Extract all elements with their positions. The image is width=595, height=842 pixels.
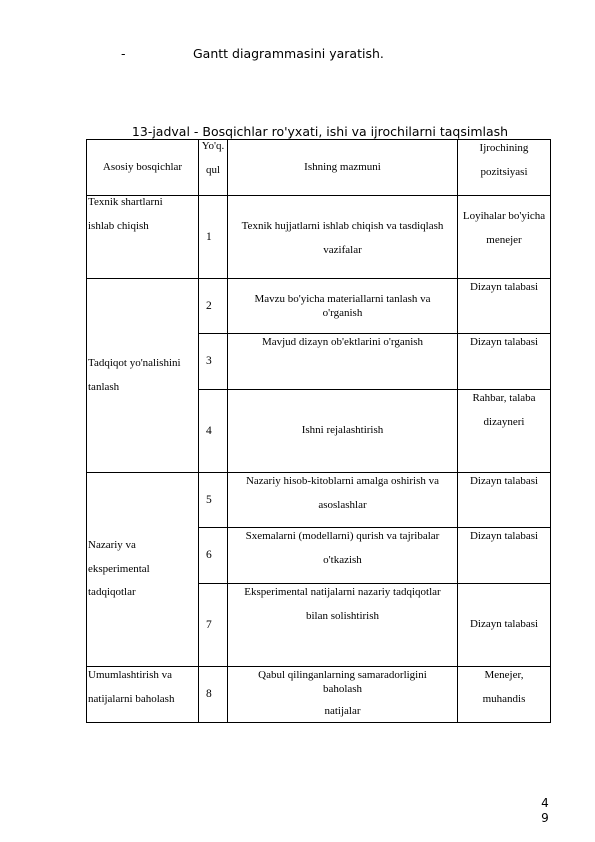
group-3-l3: tadqiqotlar: [88, 586, 136, 599]
row-content-l3: natijalar: [324, 704, 361, 717]
row-exec: [458, 279, 551, 334]
group-4-l2: natijalarni baholash: [88, 692, 175, 705]
bullet-dash: -: [121, 46, 126, 61]
row-content-l1: Mavzu bo'yicha materiallarni tanlash va: [254, 293, 431, 305]
row-content-l1: Texnik hujjatlarni ishlab chiqish va tasdiqlash: [241, 220, 444, 232]
row-content-l2: bilan solishtirish: [305, 609, 380, 622]
row-exec-l1: Dizayn talabasi: [469, 475, 539, 487]
row-exec: [458, 528, 551, 584]
group-2-l2: tanlash: [88, 380, 120, 393]
header-content: [228, 140, 458, 196]
row-exec: [458, 667, 551, 723]
table-caption: 13-jadval - Bosqichlar ro'yxati, ishi va ijrochilarni taqsimlash: [131, 124, 509, 139]
row-exec-l1: Dizayn talabasi: [469, 618, 539, 631]
row-content: [228, 528, 458, 584]
group-4-l1: Umumlashtirish va: [88, 669, 173, 681]
row-content-l1: Mavjud dizayn ob'ektlarini o'rganish: [261, 336, 424, 348]
row-content: [228, 334, 458, 390]
group-cell-2: [87, 279, 199, 473]
row-content-l2: o'tkazish: [323, 553, 362, 566]
group-3-l1: Nazariy va: [88, 538, 136, 551]
row-num: 5: [199, 473, 228, 528]
row-exec-l2: menejer: [486, 233, 522, 246]
header-exec-l2: pozitsiyasi: [480, 165, 528, 178]
page-number-digit-2: 9: [541, 811, 549, 825]
row-content-l2: vazifalar: [323, 243, 362, 256]
header-content-text: Ishning mazmuni: [304, 160, 381, 173]
row-exec: [458, 196, 551, 279]
row-content-l1: Nazariy hisob-kitoblarni amalga oshirish va: [245, 475, 440, 487]
row-content-l1: Ishni rejalashtirish: [301, 424, 384, 437]
header-stage-text: Asosiy bosqichlar: [102, 160, 183, 173]
row-exec-l1: Dizayn talabasi: [469, 530, 539, 542]
table-row: [87, 279, 551, 334]
row-num: 2: [199, 279, 228, 334]
row-exec-l1: Dizayn talabasi: [469, 336, 539, 348]
group-3-l2: eksperimental: [88, 562, 150, 575]
row-exec-l2: dizayneri: [483, 415, 525, 428]
row-content-l2: asoslashlar: [318, 498, 367, 511]
group-cell-1: [87, 196, 199, 279]
row-content: [228, 279, 458, 334]
row-num: 3: [199, 334, 228, 390]
row-num: 7: [199, 584, 228, 667]
row-content: [228, 584, 458, 667]
row-exec-l1: Dizayn talabasi: [469, 281, 539, 293]
group-cell-4: [87, 667, 199, 723]
page-number: [540, 796, 550, 826]
table-header-row: [87, 140, 551, 196]
row-exec-l1: Menejer,: [484, 669, 524, 681]
header-stage: [87, 140, 199, 196]
bullet-text: Gantt diagrammasini yaratish.: [193, 46, 384, 61]
header-exec: [458, 140, 551, 196]
table-row: [87, 667, 551, 723]
group-2-l1: Tadqiqot yo'nalishini: [88, 356, 181, 369]
row-content-l2: baholash: [322, 682, 363, 695]
group-1-l1: Texnik shartlarni: [88, 196, 163, 208]
row-exec-l1: Rahbar, talaba: [472, 392, 536, 404]
group-1-l2: ishlab chiqish: [88, 219, 149, 232]
row-content-l2: o'rganish: [322, 306, 363, 319]
row-exec-l1: Loyihalar bo'yicha: [462, 210, 546, 222]
row-content: [228, 196, 458, 279]
row-num: 4: [199, 390, 228, 473]
header-exec-l1: Ijrochining: [479, 142, 529, 154]
row-exec: [458, 390, 551, 473]
bullet-item: [0, 46, 595, 66]
stages-table: [86, 139, 551, 723]
row-content: [228, 390, 458, 473]
header-num: [199, 140, 228, 196]
row-content: [228, 667, 458, 723]
row-exec: [458, 334, 551, 390]
row-num: 1: [199, 196, 228, 279]
row-num: 6: [199, 528, 228, 584]
group-cell-3: [87, 473, 199, 667]
row-num: 8: [199, 667, 228, 723]
table-row: [87, 473, 551, 528]
row-exec: [458, 584, 551, 667]
row-exec-l2: muhandis: [482, 692, 526, 705]
row-content-l1: Qabul qilinganlarning samaradorligini: [258, 669, 427, 681]
page-number-digit-1: 4: [541, 796, 549, 810]
row-content-l1: Sxemalarni (modellarni) qurish va tajribalar: [245, 530, 440, 542]
header-num-l1: Yo'q.: [201, 140, 225, 152]
row-exec: [458, 473, 551, 528]
row-content: [228, 473, 458, 528]
header-num-l2: qul: [205, 163, 221, 176]
table-row: [87, 196, 551, 279]
row-content-l1: Eksperimental natijalarni nazariy tadqiqotlar: [244, 586, 441, 598]
